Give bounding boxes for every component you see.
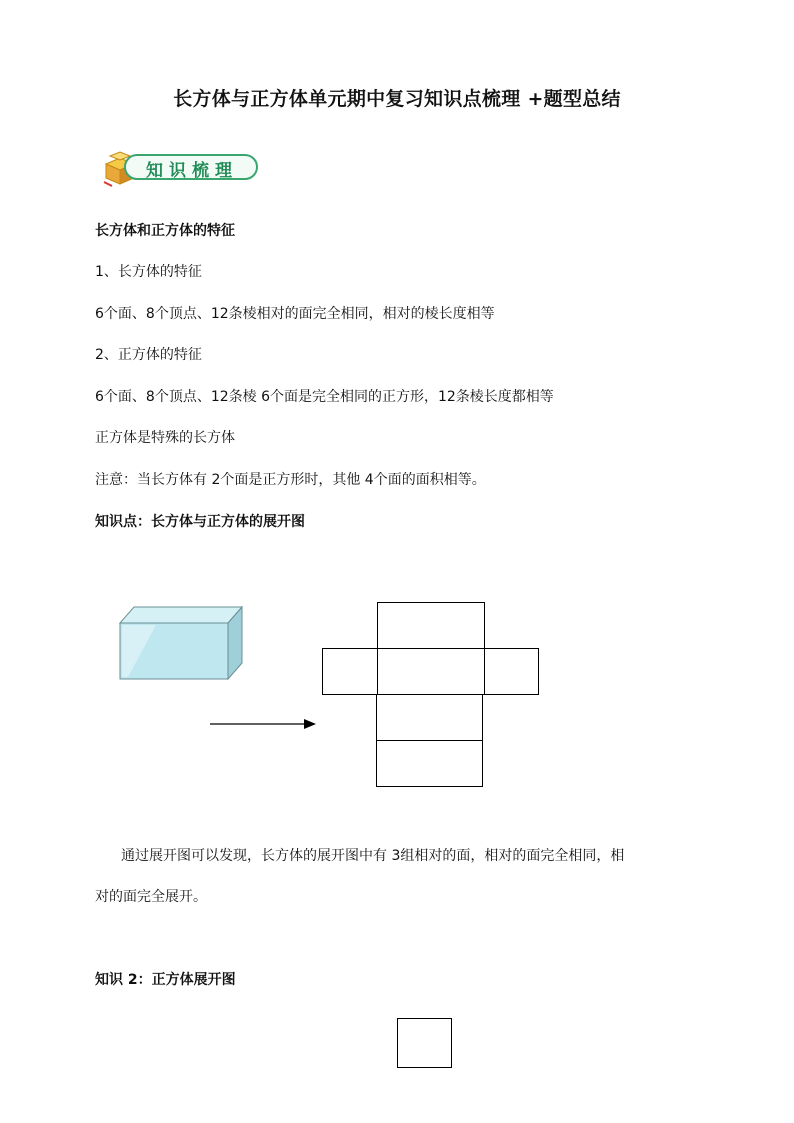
- point2-text: 6个面、8个顶点、12条棱 6个面是完全相同的正方形，12条棱长度都相等: [95, 389, 554, 405]
- right-arrow-icon: [210, 716, 316, 732]
- attention-note: 注意：当长方体有 2个面是正方形时，其他 4个面的面积相等。: [95, 472, 486, 488]
- badge-label: 知识梳理: [146, 161, 238, 181]
- special-note: 正方体是特殊的长方体: [95, 430, 235, 446]
- knowledge2-heading: 知识 2：正方体展开图: [95, 972, 236, 988]
- paragraph-line-1: 通过展开图可以发现，长方体的展开图中有 3组相对的面，相对的面完全相同，相: [121, 848, 625, 864]
- knowledge1-heading: 知识点：长方体与正方体的展开图: [95, 514, 305, 530]
- point1-text: 6个面、8个顶点、12条棱相对的面完全相同，相对的棱长度相等: [95, 306, 495, 322]
- section-heading: 长方体和正方体的特征: [95, 223, 235, 239]
- cuboid-net: [322, 602, 540, 790]
- net-face-bottom: [376, 694, 483, 741]
- net-face-top: [377, 602, 485, 649]
- net-face-right: [484, 648, 539, 695]
- knowledge-badge: [100, 150, 262, 188]
- cube-net-square: [397, 1018, 452, 1068]
- cuboid-icon: [116, 605, 246, 681]
- page-title: 长方体与正方体单元期中复习知识点梳理 +题型总结: [173, 88, 621, 110]
- net-face-back: [376, 740, 483, 787]
- paragraph-line-2: 对的面完全展开。: [95, 889, 207, 905]
- net-face-left: [322, 648, 378, 695]
- point1-title: 1、长方体的特征: [95, 264, 202, 280]
- net-face-front: [377, 648, 485, 695]
- point2-title: 2、正方体的特征: [95, 347, 202, 363]
